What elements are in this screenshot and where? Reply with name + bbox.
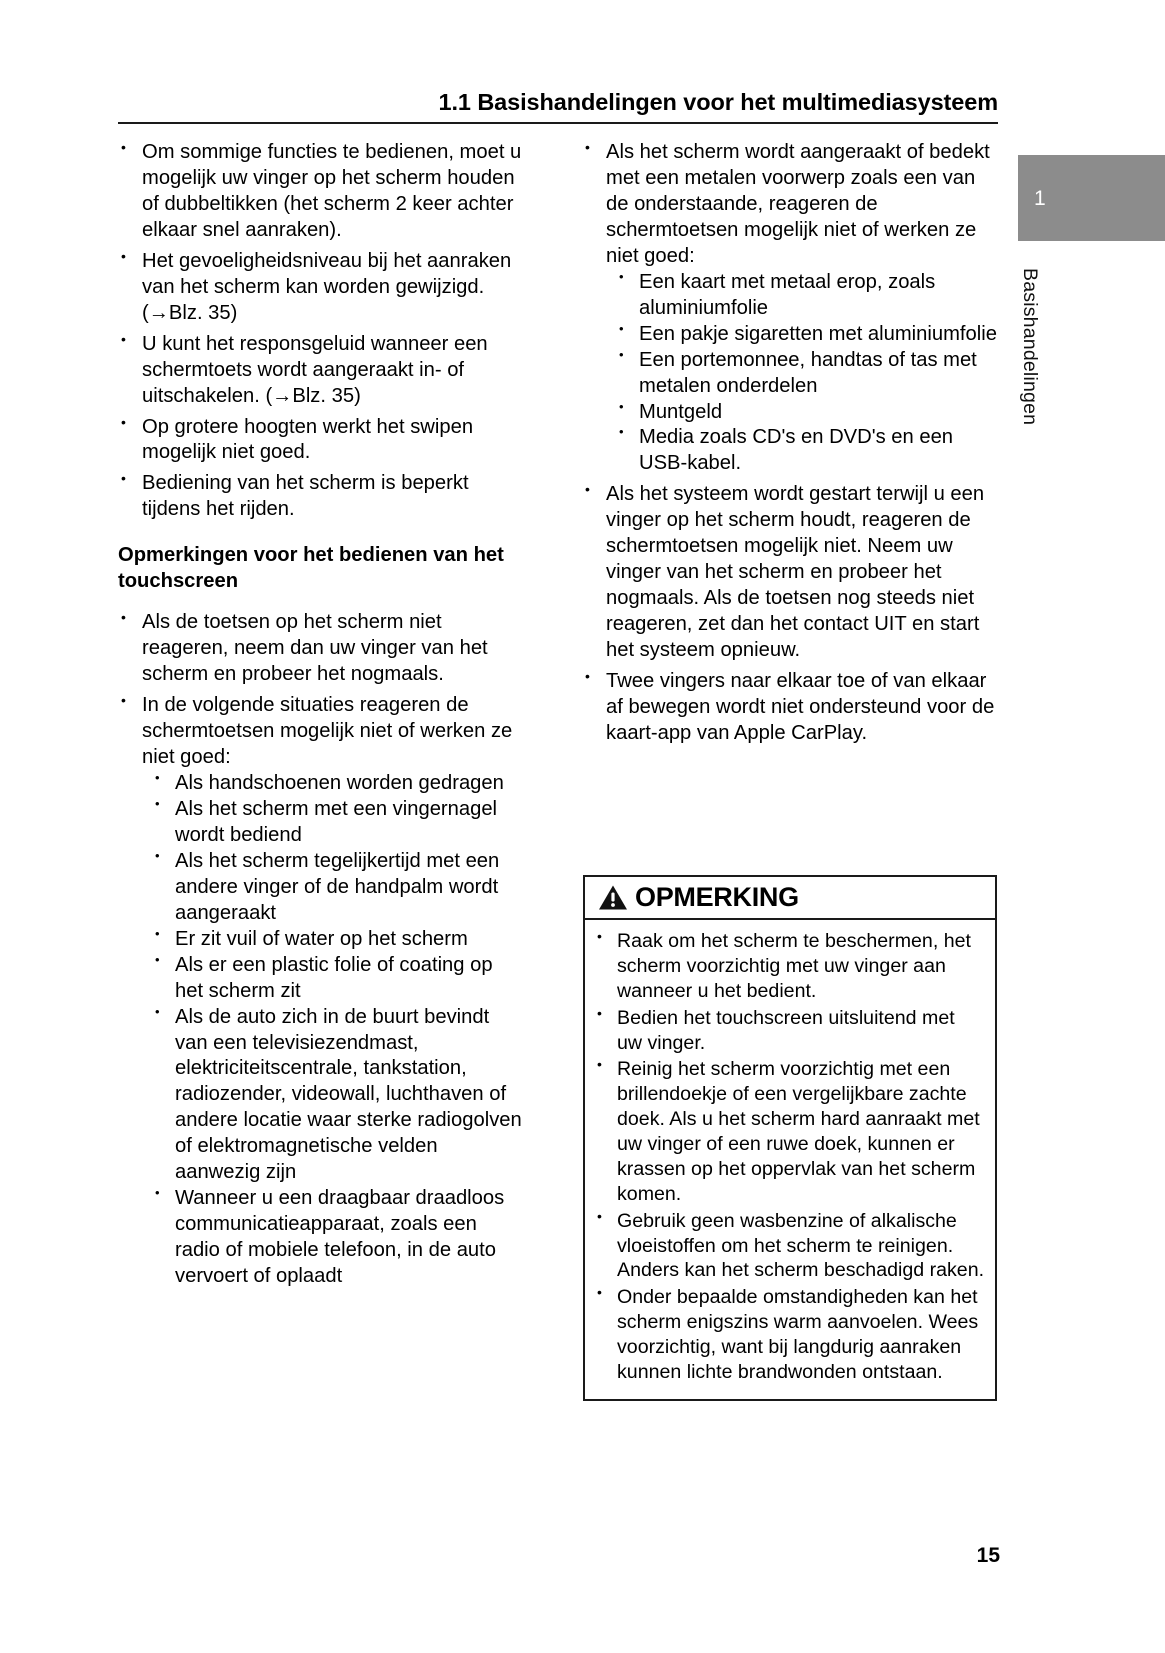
list-item	[595, 1057, 985, 1206]
sub-bullet-text: Als handschoenen worden gedragen	[175, 771, 504, 794]
bullet-text: Reinig het scherm voorzichtig met een brillendoekje of een vergelijkbare zachte doek. Als u het scherm hard aanraakt met uw vinger of een ruwe doek, kunnen er krassen op het oppervlak van het scherm komen.	[617, 1058, 980, 1205]
sub-bullet-text: Muntgeld	[639, 400, 723, 423]
left-bullet-list-2	[118, 610, 526, 1290]
list-item	[118, 415, 526, 467]
list-item	[118, 140, 526, 244]
list-item-with-sublist	[582, 140, 1000, 477]
sub-list-item	[153, 1005, 526, 1187]
sub-list-item	[153, 953, 526, 1005]
list-item	[118, 610, 526, 688]
list-item	[595, 1006, 985, 1056]
list-item	[582, 669, 1000, 747]
bullet-text: Raak om het scherm te beschermen, het scherm voorzichtig met uw vinger aan wanneer u het bedient.	[617, 930, 971, 1002]
sub-list-item	[153, 771, 526, 797]
chapter-tab	[1018, 155, 1165, 241]
bullet-text: Als het scherm wordt aangeraakt of bedekt met een metalen voorwerp zoals een van de onderstaande, reageren de schermtoetsen mogelijk niet of werken ze niet goed:	[606, 141, 990, 267]
left-sub-bullet-list	[142, 771, 526, 1290]
list-item	[118, 471, 526, 523]
chapter-label: Basishandelingen	[1019, 268, 1041, 426]
right-column	[582, 140, 1000, 752]
page-number: 15	[976, 1544, 1000, 1567]
bullet-text: Het gevoeligheidsniveau bij het aanraken van het scherm kan worden gewijzigd. (→Blz. 35)	[142, 249, 512, 324]
list-item	[582, 482, 1000, 664]
chapter-number: 1	[1034, 187, 1046, 210]
right-bullet-list	[582, 140, 1000, 747]
notice-title: OPMERKING	[635, 882, 799, 912]
sub-list-item	[617, 322, 1000, 348]
list-item	[118, 249, 526, 327]
sub-list-item	[617, 270, 1000, 322]
warning-triangle-icon	[598, 884, 628, 911]
sub-bullet-text: Als de auto zich in de buurt bevindt van een televisiezendmast, elektriciteitscentrale, tankstation, radiozender, videowall, luchthaven of andere locatie waar sterke radiogolven of elektromagnetische velden aanwezig zijn	[175, 1005, 522, 1184]
left-column	[118, 140, 526, 1295]
sub-list-item	[153, 927, 526, 953]
sub-bullet-text: Een pakje sigaretten met aluminiumfolie	[639, 322, 997, 345]
sub-list-item	[617, 348, 1000, 400]
sub-list-item	[153, 797, 526, 849]
bullet-text: Gebruik geen wasbenzine of alkalische vloeistoffen om het scherm te reinigen. Anders kan het scherm beschadigd raken.	[617, 1209, 985, 1282]
bullet-text: Als de toetsen op het scherm niet reageren, neem dan uw vinger van het scherm en probeer het nogmaals.	[142, 611, 488, 686]
list-item	[595, 1209, 985, 1284]
bullet-text: In de volgende situaties reageren de schermtoetsen mogelijk niet of werken ze niet goed:	[142, 694, 513, 769]
sub-bullet-text: Een kaart met metaal erop, zoals aluminiumfolie	[639, 270, 936, 319]
sub-bullet-text: Wanneer u een draagbaar draadloos communicatieapparaat, zoals een radio of mobiele telefoon, in de auto vervoert of oplaadt	[175, 1187, 505, 1288]
sub-list-item	[617, 425, 1000, 477]
bullet-text: U kunt het responsgeluid wanneer een schermtoets wordt aangeraakt in- of uitschakelen. (→Blz. 35)	[142, 332, 488, 407]
list-item	[595, 929, 985, 1004]
sub-bullet-text: Als het scherm met een vingernagel wordt bediend	[175, 797, 498, 846]
left-bullet-list-1	[118, 140, 526, 523]
section-subheading: Opmerkingen voor het bedienen van het touchscreen	[118, 544, 504, 592]
bullet-text: Onder bepaalde omstandigheden kan het scherm enigszins warm aanvoelen. Wees voorzichtig, want bij langdurig aanraken kunnen lichte brandwonden ontstaan.	[617, 1286, 979, 1383]
sub-bullet-text: Als het scherm tegelijkertijd met een andere vinger of de handpalm wordt aangeraakt	[175, 849, 500, 924]
page-title: 1.1 Basishandelingen voor het multimediasysteem	[438, 89, 998, 115]
list-item-with-sublist	[118, 693, 526, 1290]
sub-bullet-text: Als er een plastic folie of coating op het scherm zit	[175, 953, 493, 1002]
notice-box	[583, 875, 997, 1401]
sub-bullet-text: Media zoals CD's en DVD's en een USB-kabel.	[639, 426, 954, 475]
bullet-text: Als het systeem wordt gestart terwijl u een vinger op het scherm houdt, reageren de schermtoetsen mogelijk niet. Neem uw vinger van het scherm en probeer het nogmaals. Als de toetsen nog steeds niet reageren, zet dan het contact UIT en start het systeem opnieuw.	[606, 483, 985, 662]
list-item	[595, 1285, 985, 1385]
bullet-text: Op grotere hoogten werkt het swipen mogelijk niet goed.	[142, 415, 474, 464]
page-header	[118, 88, 998, 124]
header-divider	[118, 122, 998, 124]
sub-list-item	[617, 400, 1000, 426]
sub-list-item	[153, 1186, 526, 1290]
sub-bullet-text: Er zit vuil of water op het scherm	[175, 927, 468, 950]
sub-list-item	[153, 849, 526, 927]
bullet-text: Bedien het touchscreen uitsluitend met uw vinger.	[617, 1006, 955, 1054]
bullet-text: Om sommige functies te bedienen, moet u mogelijk uw vinger op het scherm houden of dubbeltikken (het scherm 2 keer achter elkaar snel aanraken).	[142, 141, 522, 241]
right-sub-bullet-list	[606, 270, 1000, 478]
list-item	[118, 332, 526, 410]
bullet-text: Twee vingers naar elkaar toe of van elkaar af bewegen wordt niet ondersteund voor de kaart-app van Apple CarPlay.	[606, 670, 995, 744]
bullet-text: Bediening van het scherm is beperkt tijdens het rijden.	[142, 472, 469, 521]
notice-bullet-list	[595, 929, 985, 1385]
notice-body	[585, 920, 995, 1399]
notice-header	[585, 877, 995, 920]
sub-bullet-text: Een portemonnee, handtas of tas met metalen onderdelen	[639, 348, 977, 397]
